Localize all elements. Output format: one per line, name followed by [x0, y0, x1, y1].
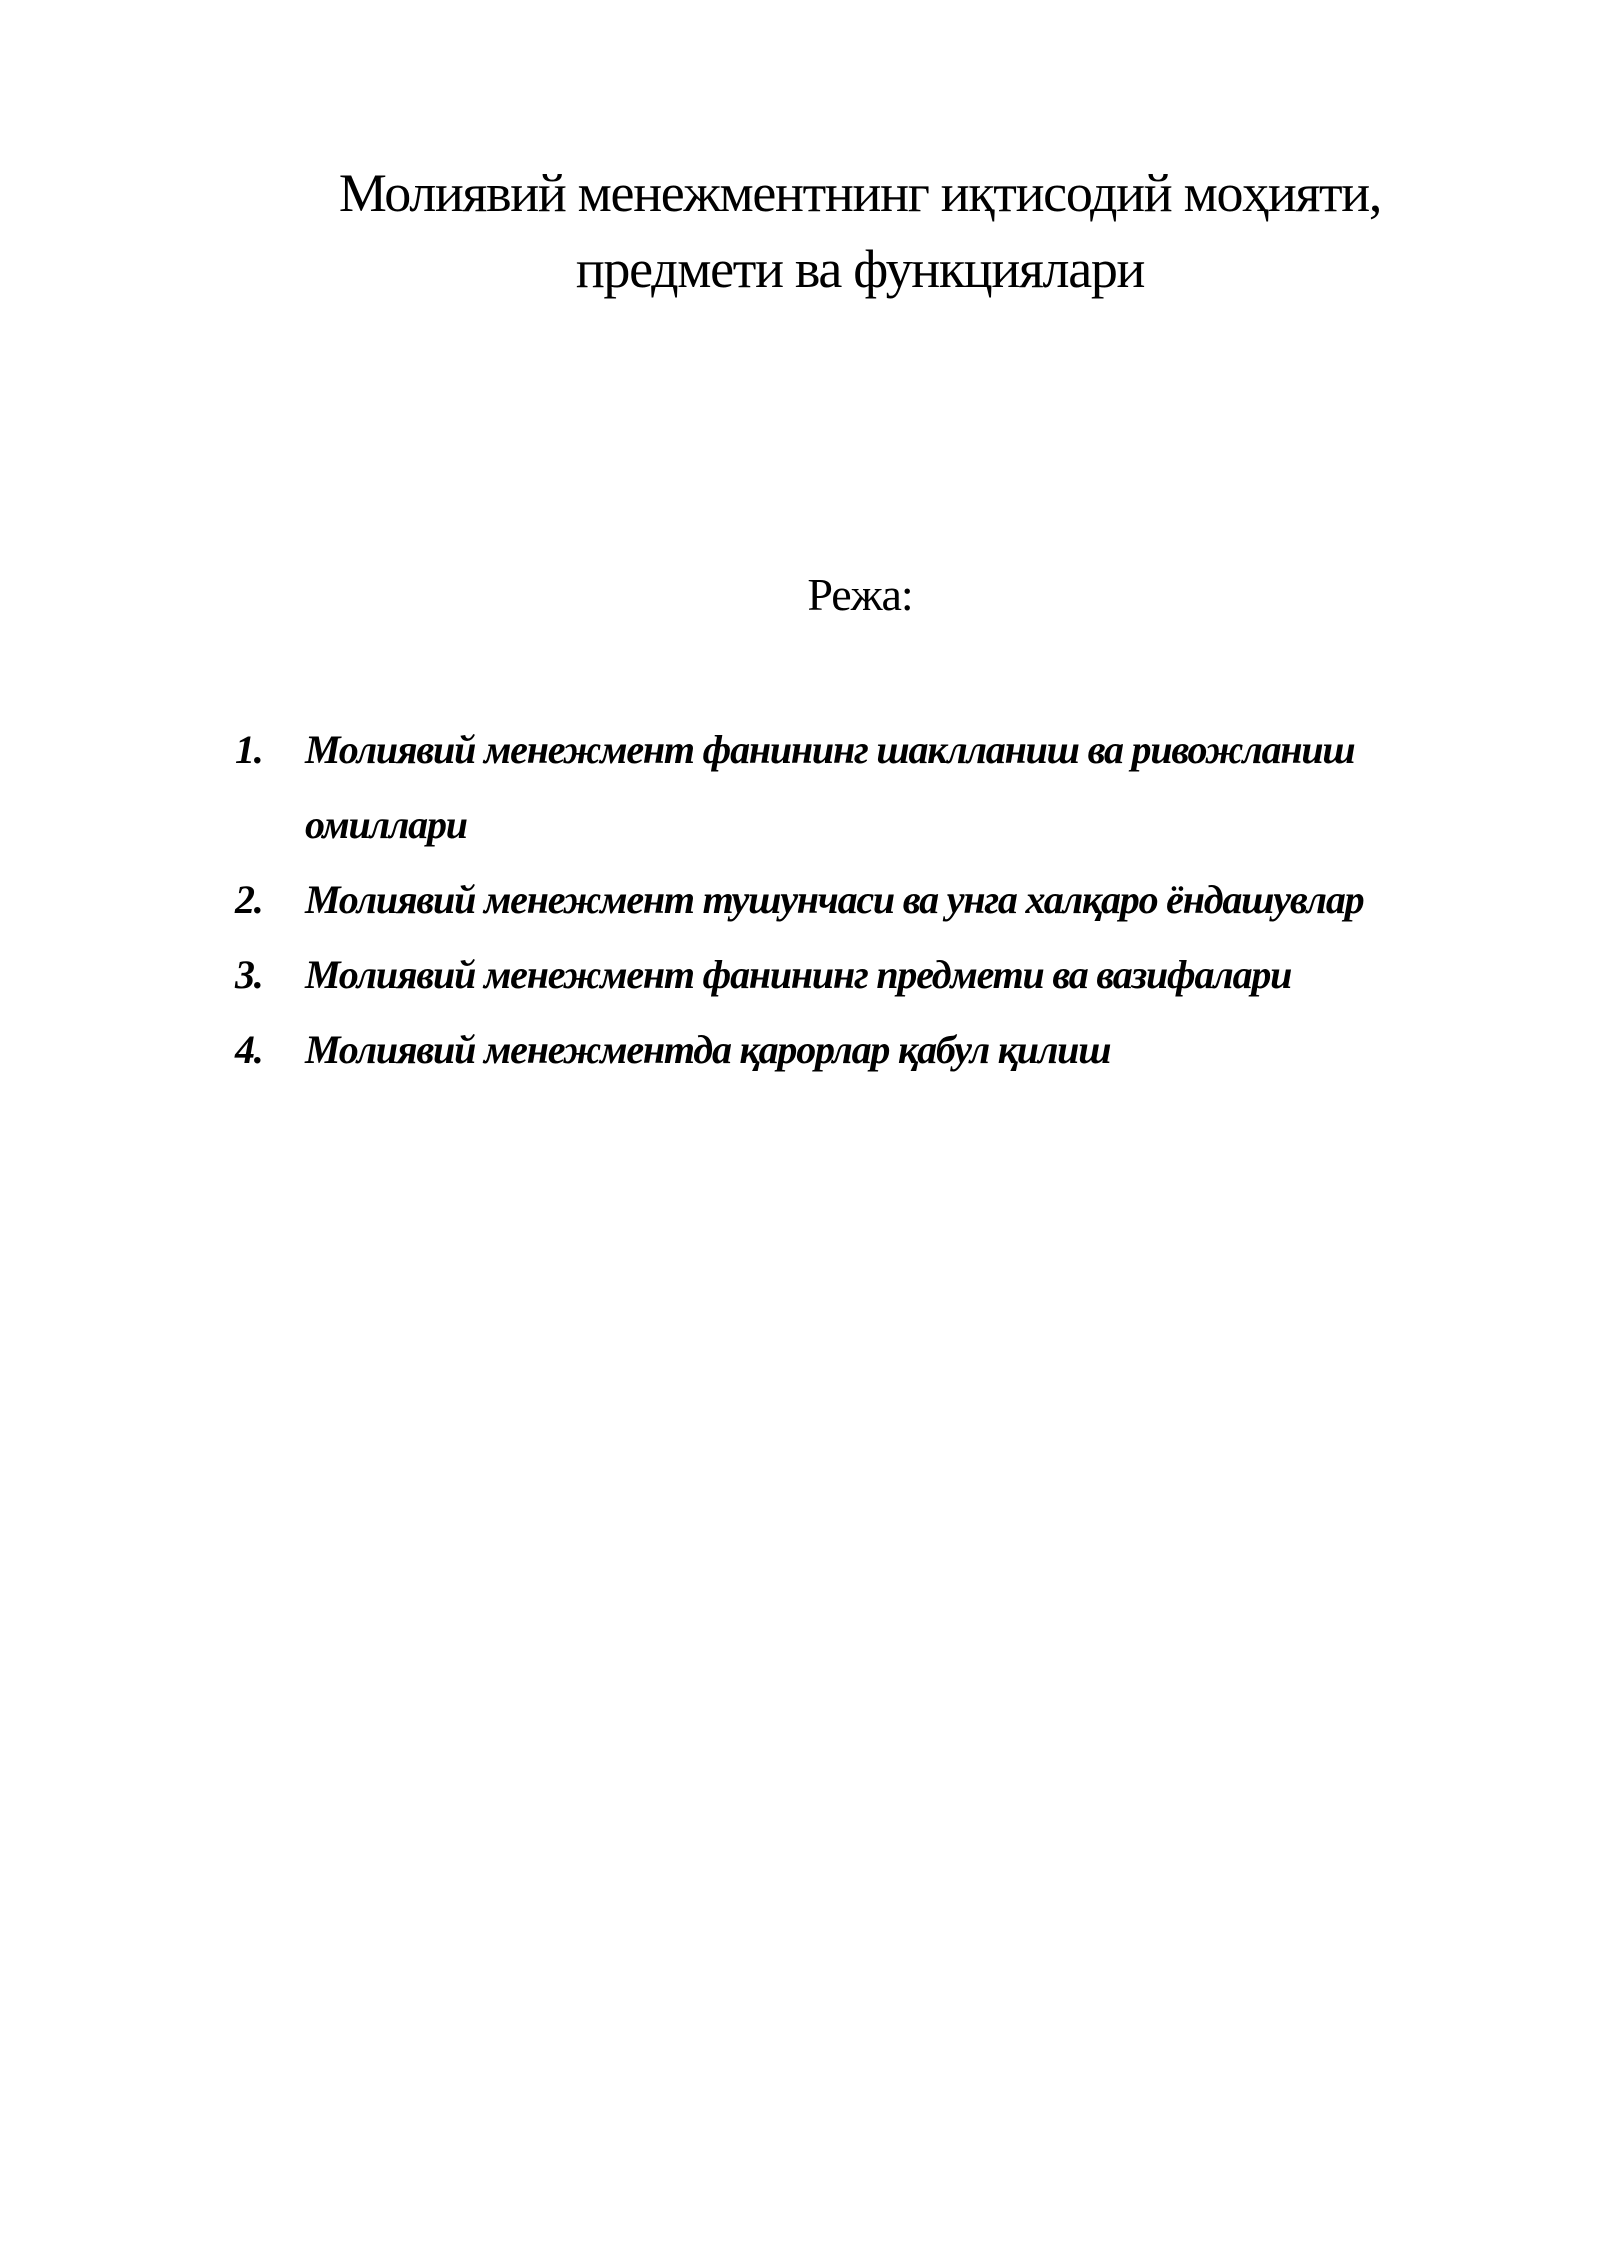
plan-item-line: Молиявий менежментда қарорлар қабул қилиш [305, 1027, 1111, 1072]
plan-heading: Режа: [807, 569, 913, 620]
plan-item-text [305, 862, 1495, 937]
plan-item-number: 2. [235, 877, 263, 922]
plan-item-text [305, 712, 1495, 862]
page-title [250, 155, 1470, 307]
plan-item [235, 712, 1495, 862]
plan-item [235, 1012, 1495, 1087]
title-line: предмети ва функциялари [575, 239, 1145, 299]
title-line: Молиявий менежментнинг иқтисодий моҳияти, [338, 163, 1382, 223]
plan-item-number: 3. [235, 952, 263, 997]
plan-item-number: 4. [235, 1027, 263, 1072]
plan-item-line: Молиявий менежмент тушунчаси ва унга халқаро ёндашувлар [305, 877, 1364, 922]
plan-item [235, 937, 1495, 1012]
plan-item-line: омиллари [305, 802, 467, 847]
plan-list [235, 712, 1495, 1087]
plan-item-text [305, 1012, 1495, 1087]
plan-item-text [305, 937, 1495, 1012]
plan-item-line: Молиявий менежмент фанининг шаклланиш ва ривожланиш [305, 727, 1355, 772]
plan-item-number: 1. [235, 727, 263, 772]
plan-item [235, 862, 1495, 937]
plan-item-line: Молиявий менежмент фанининг предмети ва вазифалари [305, 952, 1292, 997]
